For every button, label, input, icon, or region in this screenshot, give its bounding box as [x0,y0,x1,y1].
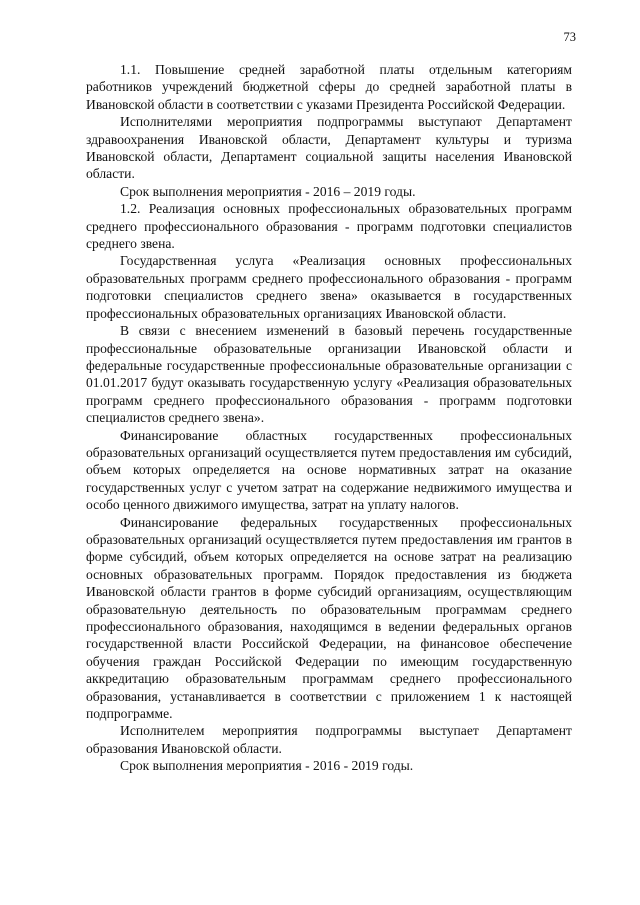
document-body [86,61,572,775]
paragraph-base-list-changes: В связи с внесением изменений в базовый перечень государственные профессиональные образовательные организации Ивановской области и федеральные государственные профессиональные образовательные организации с 01.01.2017 будут оказывать государственную услугу «Реализация образовательных программ среднего профессионального образования - программ подготовки специалистов среднего звена». [86,323,572,426]
paragraph-federal-financing: Финансирование федеральных государственных профессиональных образовательных организаций осуществляется путем предоставления им грантов в форме субсидий, объем которых определяется на основе затрат на реализацию основных образовательных программ. Порядок предоставления из бюджета Ивановской области грантов в форме субсидий организациям, осуществляющим образовательную деятельность по образовательным программам среднего профессионального образования, находящимся в ведении федеральных органов государственной власти Российской Федерации, на финансовое обеспечение обучения граждан Российской Федерации по имеющим государственную аккредитацию образовательным программам среднего профессионального образования, устанавливается в соответствии с приложением 1 к настоящей подпрограмме. [86,514,572,722]
page-number: 73 [563,30,576,44]
paragraph-executor-1-2: Исполнителем мероприятия подпрограммы выступает Департамент образования Ивановской области. [86,723,572,756]
paragraph-term-1-2: Срок выполнения мероприятия - 2016 - 2019 годы. [120,758,414,774]
paragraph-state-service: Государственная услуга «Реализация основных профессиональных образовательных программ среднего профессионального образования - программ подготовки специалистов среднего звена» оказывается в государственных профессиональных образовательных организациях Ивановской области. [86,253,572,321]
paragraph-executors-1-1: Исполнителями мероприятия подпрограммы выступают Департамент здравоохранения Ивановской области, Департамент культуры и туризма Ивановской области, Департамент социальной защиты населения Ивановской области. [86,114,572,182]
paragraph-regional-financing: Финансирование областных государственных профессиональных образовательных организаций осуществляется путем предоставления им субсидий, объем которых определяется на основе нормативных затрат на оказание государственных услуг с учетом затрат на содержание недвижимого имущества и особо ценного движимого имущества, затрат на уплату налогов. [86,427,572,513]
paragraph-1-2-programs: 1.2. Реализация основных профессиональных образовательных программ среднего профессионального образования - программ подготовки специалистов среднего звена. [86,201,572,252]
paragraph-1-1-salary-increase: 1.1. Повышение средней заработной платы отдельным категориям работников учреждений бюджетной сферы до средней заработной платы в Ивановской области в соответствии с указами Президента Российской Федерации. [86,62,572,112]
paragraph-term-1-1: Срок выполнения мероприятия - 2016 – 2019 годы. [120,183,416,199]
